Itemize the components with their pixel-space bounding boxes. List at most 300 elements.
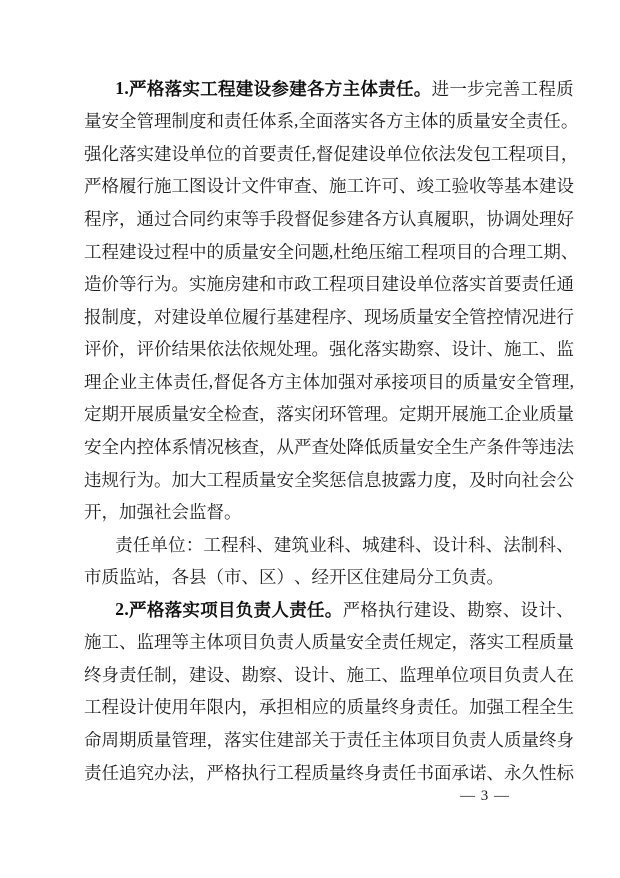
char: 安: [416, 436, 434, 457]
char: 施: [84, 632, 102, 653]
char: 主: [381, 730, 399, 751]
char: 强: [136, 502, 154, 523]
char: 监: [556, 339, 574, 360]
char: 时: [486, 469, 504, 490]
char: 全: [276, 241, 294, 262]
char: 量: [473, 111, 491, 132]
char: 真: [416, 209, 434, 230]
char: 、: [344, 534, 362, 555]
char: 建: [413, 599, 432, 620]
char: 、: [486, 762, 504, 783]
char: 人: [539, 664, 557, 685]
char: 。: [413, 78, 432, 99]
char: 。: [154, 469, 172, 490]
char: 工: [200, 78, 218, 99]
char: 。: [171, 274, 189, 295]
char: 要: [259, 143, 277, 164]
char: 理: [84, 371, 102, 392]
char: 压: [368, 241, 386, 262]
char: 行: [136, 274, 154, 295]
char: 方: [385, 111, 404, 132]
char: 任: [101, 762, 119, 783]
char: 部: [294, 730, 312, 751]
char: 行: [136, 176, 154, 197]
char: 县: [189, 567, 207, 588]
char: 质: [241, 469, 259, 490]
char: 目: [427, 371, 445, 392]
char: 本: [521, 176, 539, 197]
text-line: [84, 72, 574, 105]
char: 设: [253, 78, 272, 99]
char: 依: [420, 143, 439, 164]
char: 设: [189, 306, 207, 327]
char: 建: [539, 176, 557, 197]
char: 身: [364, 762, 382, 783]
char: 条: [486, 436, 504, 457]
char: 惩: [329, 469, 347, 490]
char: 善: [502, 78, 521, 99]
char: 处: [521, 209, 539, 230]
char: 人: [294, 632, 312, 653]
char: 加: [119, 502, 137, 523]
char: 行: [259, 762, 277, 783]
char: 量: [399, 436, 417, 457]
char: 设: [294, 664, 312, 685]
char: 方: [266, 371, 285, 392]
char: 任: [294, 143, 312, 164]
char: ，: [241, 697, 259, 718]
char: 社: [521, 469, 539, 490]
char: 察: [484, 599, 503, 620]
char: 设: [432, 534, 451, 555]
char: 处: [276, 339, 294, 360]
char: 理: [364, 404, 382, 425]
char: 闭: [311, 404, 329, 425]
char: 管: [534, 371, 552, 392]
char: 和: [259, 274, 277, 295]
char: 缩: [385, 241, 404, 262]
char: 落: [164, 599, 183, 620]
char: 方: [324, 78, 343, 99]
char: 管: [346, 404, 364, 425]
char: 落: [469, 632, 487, 653]
char: 核: [224, 436, 242, 457]
char: 建: [119, 241, 137, 262]
char: 开: [84, 502, 102, 523]
char: 勘: [399, 339, 417, 360]
char: 工: [84, 241, 102, 262]
char: 情: [189, 436, 207, 457]
char: 过: [154, 241, 172, 262]
char: 促: [311, 209, 329, 230]
char: 。: [560, 111, 579, 132]
char: 督: [206, 502, 224, 523]
char: 1: [115, 77, 125, 98]
text-line: [84, 267, 574, 300]
char: 控: [136, 436, 154, 457]
char: 对: [154, 306, 172, 327]
char: 的: [438, 111, 456, 132]
char: 体: [302, 371, 320, 392]
char: 理: [416, 664, 434, 685]
char: 。: [486, 567, 504, 588]
char: 题: [311, 241, 329, 262]
char: ：: [185, 534, 204, 555]
char: 主: [284, 371, 303, 392]
char: 责: [84, 762, 102, 783]
text-block: [84, 72, 579, 788]
char: 质: [399, 306, 417, 327]
char: 落: [364, 339, 382, 360]
char: 履: [241, 306, 259, 327]
char: 计: [450, 534, 468, 555]
char: 体: [420, 111, 439, 132]
char: 制: [520, 534, 539, 555]
char: 勘: [241, 664, 259, 685]
char: 目: [434, 730, 452, 751]
char: 设: [368, 143, 386, 164]
char: 问: [294, 241, 312, 262]
char: 强: [329, 339, 347, 360]
char: 责: [469, 730, 487, 751]
char: 实: [294, 404, 312, 425]
char: 设: [171, 143, 189, 164]
char: 期: [543, 241, 561, 262]
char: 位: [168, 534, 186, 555]
char: 执: [378, 599, 396, 620]
char: 建: [171, 306, 189, 327]
char: 终: [381, 697, 399, 718]
char: 量: [480, 371, 499, 392]
char: 程: [101, 241, 119, 262]
char: 严: [294, 436, 312, 457]
char: ,: [329, 240, 334, 261]
char: 企: [101, 371, 120, 392]
char: 单: [189, 143, 207, 164]
char: 项: [346, 274, 364, 295]
char: 计: [469, 339, 487, 360]
char: 中: [189, 241, 207, 262]
char: 工: [434, 176, 452, 197]
char: 、: [224, 664, 242, 685]
char: 安: [490, 111, 509, 132]
char: 格: [224, 762, 242, 783]
char: 理: [539, 209, 557, 230]
text-line: [84, 365, 574, 398]
char: 法: [171, 762, 189, 783]
char: 期: [101, 404, 119, 425]
char: 规: [101, 469, 119, 490]
char: 工: [101, 632, 119, 653]
char: 应: [311, 697, 329, 718]
char: 、: [556, 599, 574, 620]
char: 面: [434, 762, 452, 783]
char: 究: [136, 762, 154, 783]
char: 全: [206, 404, 224, 425]
char: 目: [455, 241, 474, 262]
char: （: [206, 567, 224, 588]
char: 发: [455, 143, 474, 164]
paragraph-indent: [84, 88, 115, 89]
char: 对: [355, 371, 374, 392]
char: ，: [154, 567, 172, 588]
char: 监: [136, 632, 154, 653]
char: 责: [469, 567, 487, 588]
char: 工: [486, 404, 504, 425]
char: 质: [504, 730, 522, 751]
char: 负: [235, 599, 254, 620]
char: 负: [451, 730, 469, 751]
char: 加: [320, 371, 338, 392]
char: 会: [171, 502, 189, 523]
char: 规: [259, 339, 277, 360]
char: 开: [119, 404, 137, 425]
char: 参: [271, 78, 289, 99]
char: 科: [238, 534, 257, 555]
char: 设: [431, 599, 450, 620]
char: 约: [206, 209, 224, 230]
char: 主: [137, 371, 155, 392]
char: .: [124, 598, 129, 619]
char: 严: [129, 78, 147, 99]
char: 查: [294, 176, 312, 197]
char: 建: [273, 534, 292, 555]
char: 格: [146, 599, 165, 620]
char: 安: [498, 371, 516, 392]
char: 体: [154, 436, 172, 457]
char: 程: [521, 632, 539, 653]
char: 全: [119, 111, 137, 132]
char: 任: [399, 762, 417, 783]
char: 主: [189, 632, 207, 653]
char: 项: [416, 730, 434, 751]
char: 项: [409, 371, 427, 392]
char: 监: [189, 502, 207, 523]
char: 竣: [416, 176, 434, 197]
char: 违: [84, 469, 102, 490]
char: 任: [364, 730, 382, 751]
char: 任: [190, 371, 209, 392]
char: 企: [504, 404, 522, 425]
char: 绝: [350, 241, 369, 262]
char: 计: [538, 599, 556, 620]
char: 强: [338, 371, 356, 392]
char: 会: [539, 469, 557, 490]
char: ，: [259, 404, 277, 425]
char: 查: [241, 436, 259, 457]
char: 单: [385, 143, 404, 164]
char: 处: [329, 436, 347, 457]
char: ,: [208, 370, 214, 391]
char: 实: [241, 730, 259, 751]
char: 基: [276, 306, 294, 327]
char: 。: [324, 599, 343, 620]
char: 定: [84, 404, 102, 425]
char: 况: [521, 306, 539, 327]
char: 首: [486, 274, 504, 295]
char: 方: [381, 209, 399, 230]
char: 各: [368, 111, 386, 132]
char: 果: [189, 339, 207, 360]
char: 质: [101, 567, 119, 588]
char: 基: [504, 176, 522, 197]
char: 全: [364, 632, 382, 653]
char: 手: [259, 209, 277, 230]
char: ，: [119, 339, 137, 360]
char: 安: [259, 241, 277, 262]
char: 评: [84, 339, 102, 360]
char: 程: [294, 762, 312, 783]
char: 合: [490, 241, 509, 262]
page-number: — 3 —: [460, 788, 510, 804]
char: 序: [101, 209, 119, 230]
char: 实: [469, 274, 487, 295]
char: 要: [504, 274, 522, 295]
char: 追: [119, 762, 137, 783]
text-line: [84, 658, 574, 691]
char: 文: [241, 176, 259, 197]
char: 设: [206, 664, 224, 685]
char: 理: [189, 730, 207, 751]
char: 督: [315, 143, 334, 164]
char: 理: [294, 339, 312, 360]
char: 、: [256, 534, 274, 555]
char: 认: [399, 209, 417, 230]
paragraph-indent: [84, 609, 115, 610]
char: 、: [119, 632, 137, 653]
char: ,: [294, 110, 299, 131]
char: 责: [378, 78, 396, 99]
char: 责: [525, 111, 544, 132]
text-line: [84, 333, 574, 366]
char: 程: [508, 143, 526, 164]
char: 安: [189, 404, 207, 425]
char: 工: [434, 567, 452, 588]
char: ，: [119, 209, 137, 230]
char: 责: [253, 599, 272, 620]
char: 在: [556, 664, 574, 685]
char: 全: [539, 697, 557, 718]
char: ，: [451, 469, 469, 490]
char: 设: [556, 176, 574, 197]
char: 质: [346, 697, 364, 718]
char: 设: [520, 599, 539, 620]
char: 工: [171, 176, 189, 197]
char: 各: [171, 567, 189, 588]
char: 。: [224, 502, 242, 523]
char: 段: [276, 209, 294, 230]
char: 好: [556, 209, 574, 230]
text-line: [84, 691, 574, 724]
char: 、: [560, 241, 579, 262]
char: 管: [171, 730, 189, 751]
char: 促: [231, 371, 249, 392]
char: 全: [434, 436, 452, 457]
char: 等: [241, 209, 259, 230]
char: 办: [154, 762, 172, 783]
char: 工: [504, 632, 522, 653]
char: 工: [206, 469, 224, 490]
char: 任: [395, 78, 414, 99]
char: 履: [434, 209, 452, 230]
char: 完: [484, 78, 503, 99]
char: 相: [294, 697, 312, 718]
char: 法: [503, 534, 521, 555]
char: 目: [218, 599, 236, 620]
char: 监: [119, 567, 137, 588]
char: 进: [431, 78, 450, 99]
char: 履: [119, 176, 137, 197]
char: 量: [329, 632, 347, 653]
char: 责: [115, 534, 133, 555]
char: 生: [451, 436, 469, 457]
char: 工: [520, 78, 539, 99]
char: 程: [218, 78, 236, 99]
char: 向: [504, 469, 522, 490]
char: 系: [171, 436, 189, 457]
text-line: [84, 137, 579, 170]
char: 通: [556, 274, 574, 295]
char: 度: [434, 469, 452, 490]
char: 收: [469, 176, 487, 197]
char: 住: [364, 567, 382, 588]
char: 目: [486, 664, 504, 685]
char: 图: [189, 176, 207, 197]
char: 任: [306, 599, 325, 620]
char: 年: [189, 697, 207, 718]
text-line: [84, 463, 574, 496]
char: 质: [539, 632, 557, 653]
char: 施: [504, 339, 522, 360]
char: 、: [539, 339, 557, 360]
char: 设: [136, 241, 154, 262]
char: 开: [329, 567, 347, 588]
char: 披: [381, 469, 399, 490]
char: 、: [485, 534, 504, 555]
char: 力: [416, 469, 434, 490]
char: 市: [276, 274, 294, 295]
char: 现: [364, 306, 382, 327]
char: 落: [451, 274, 469, 295]
char: 量: [416, 306, 434, 327]
char: 杜: [333, 241, 351, 262]
char: 产: [469, 436, 487, 457]
char: 等: [521, 436, 539, 457]
char: 、: [346, 306, 364, 327]
char: 负: [259, 632, 277, 653]
char: 程: [171, 241, 189, 262]
char: 强: [84, 143, 102, 164]
char: 勘: [467, 599, 485, 620]
char: ,: [311, 142, 316, 163]
char: 察: [416, 339, 434, 360]
char: 程: [420, 241, 439, 262]
char: 体: [206, 632, 224, 653]
char: 。: [381, 404, 399, 425]
char: 管: [136, 111, 154, 132]
char: 位: [434, 274, 452, 295]
char: 终: [84, 664, 102, 685]
char: 书: [416, 762, 434, 783]
text-line: [84, 626, 574, 659]
char: 房: [224, 274, 242, 295]
char: 工: [521, 339, 539, 360]
char: 经: [311, 567, 329, 588]
char: 协: [486, 209, 504, 230]
char: 承: [373, 371, 392, 392]
char: 、: [502, 599, 521, 620]
char: 为: [136, 469, 154, 490]
